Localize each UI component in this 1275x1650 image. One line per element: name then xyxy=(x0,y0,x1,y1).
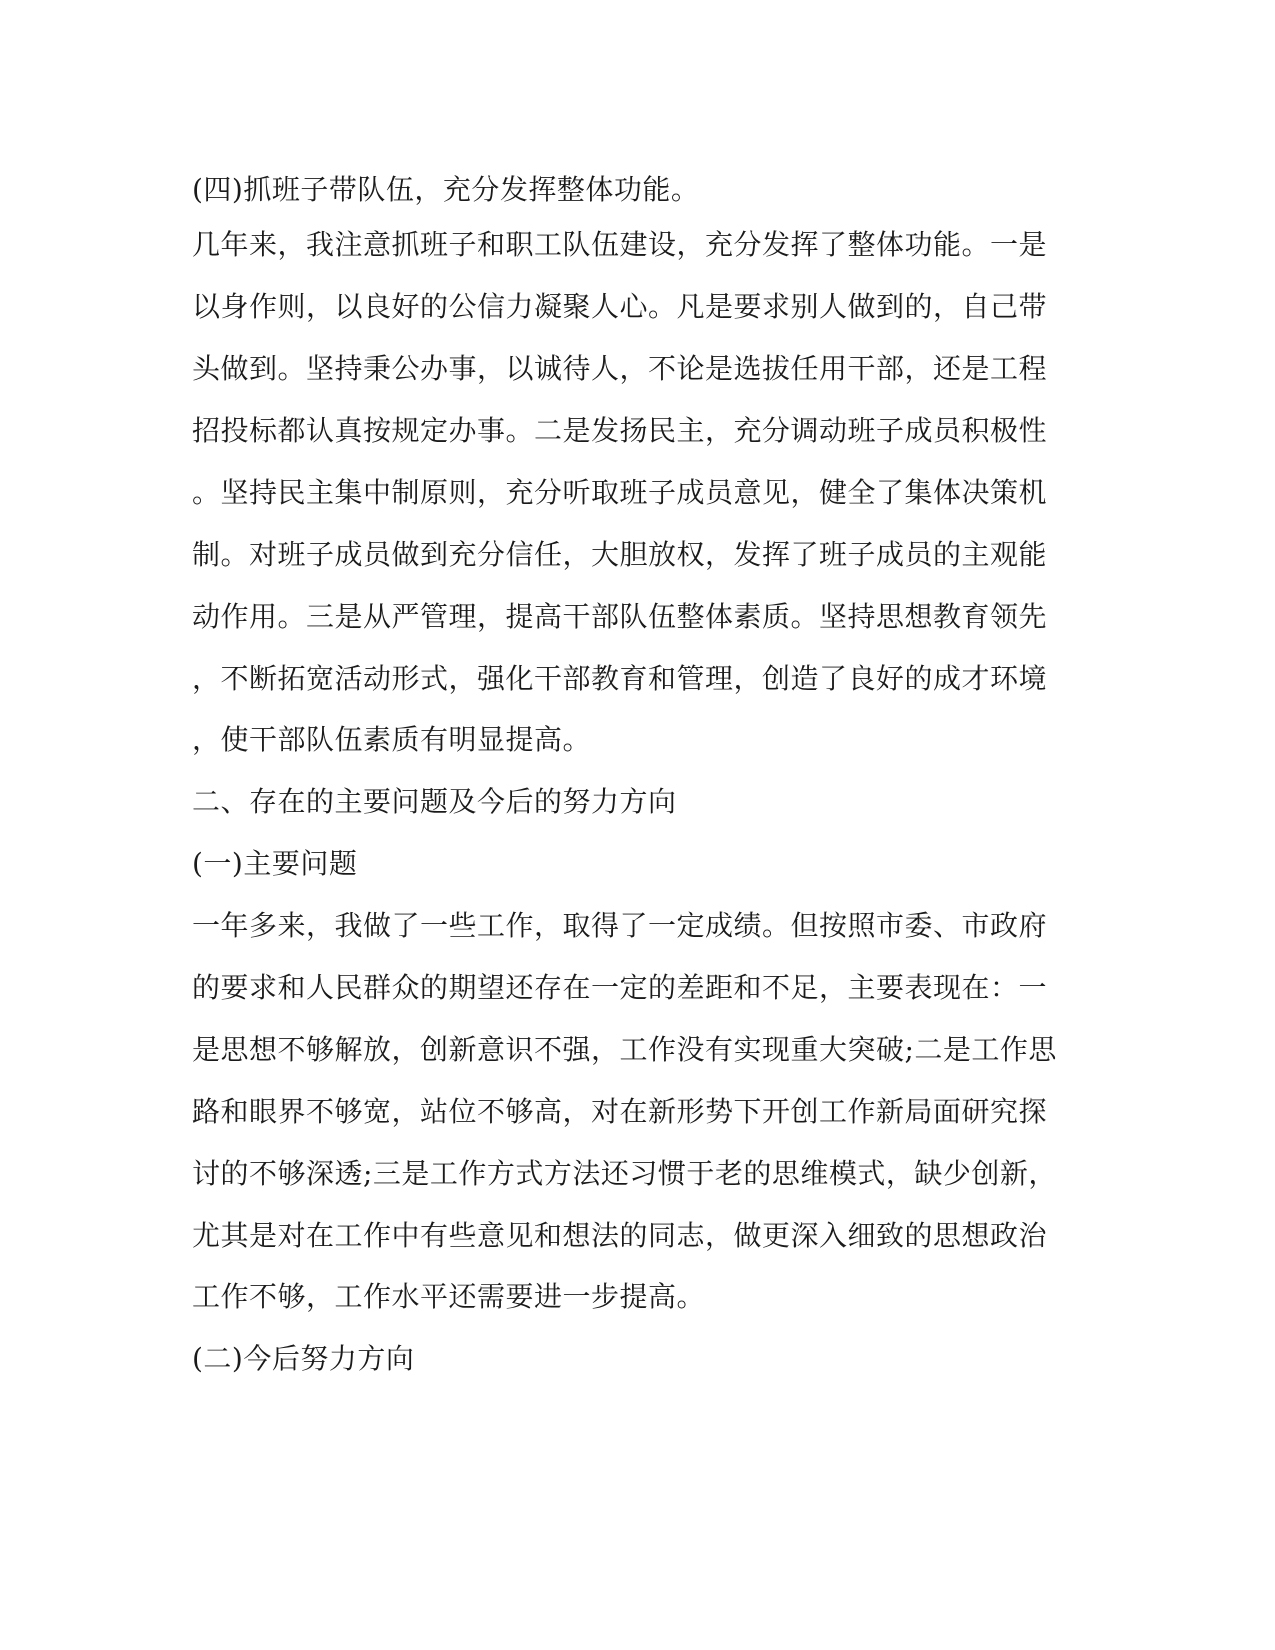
paragraph-line: 制。对班子成员做到充分信任，大胆放权，发挥了班子成员的主观能 xyxy=(192,538,1048,571)
paragraph-line: 头做到。坚持秉公办事，以诚待人，不论是选拔任用干部，还是工程 xyxy=(192,352,1048,385)
paragraph-line: ，使干部队伍素质有明显提高。 xyxy=(192,723,592,756)
paragraph-line: 几年来，我注意抓班子和职工队伍建设，充分发挥了整体功能。一是 xyxy=(192,228,1048,261)
paragraph-line: 是思想不够解放，创新意识不强，工作没有实现重大突破;二是工作思 xyxy=(192,1033,1057,1066)
paragraph-line: 招投标都认真按规定办事。二是发扬民主，充分调动班子成员积极性 xyxy=(192,414,1048,447)
heading-main-problems: (一)主要问题 xyxy=(192,847,358,880)
paragraph-line: 工作不够，工作水平还需要进一步提高。 xyxy=(192,1280,706,1313)
paragraph-line: 以身作则，以良好的公信力凝聚人心。凡是要求别人做到的，自己带 xyxy=(192,290,1048,323)
paragraph-line: 一年多来，我做了一些工作，取得了一定成绩。但按照市委、市政府 xyxy=(192,909,1048,942)
paragraph-line: 。坚持民主集中制原则，充分听取班子成员意见，健全了集体决策机 xyxy=(192,476,1048,509)
paragraph-line: 路和眼界不够宽，站位不够高，对在新形势下开创工作新局面研究探 xyxy=(192,1095,1048,1128)
heading-section-two: 二、存在的主要问题及今后的努力方向 xyxy=(192,785,677,818)
heading-section-four: (四)抓班子带队伍，充分发挥整体功能。 xyxy=(192,173,700,206)
paragraph-line: ，不断拓宽活动形式，强化干部教育和管理，创造了良好的成才环境 xyxy=(192,662,1048,695)
paragraph-line: 的要求和人民群众的期望还存在一定的差距和不足，主要表现在：一 xyxy=(192,971,1048,1004)
paragraph-line: 讨的不够深透;三是工作方式方法还习惯于老的思维模式，缺少创新， xyxy=(192,1157,1057,1190)
paragraph-line: 尤其是对在工作中有些意见和想法的同志，做更深入细致的思想政治 xyxy=(192,1219,1048,1252)
paragraph-line: 动作用。三是从严管理，提高干部队伍整体素质。坚持思想教育领先 xyxy=(192,600,1048,633)
heading-future-direction: (二)今后努力方向 xyxy=(192,1342,415,1375)
